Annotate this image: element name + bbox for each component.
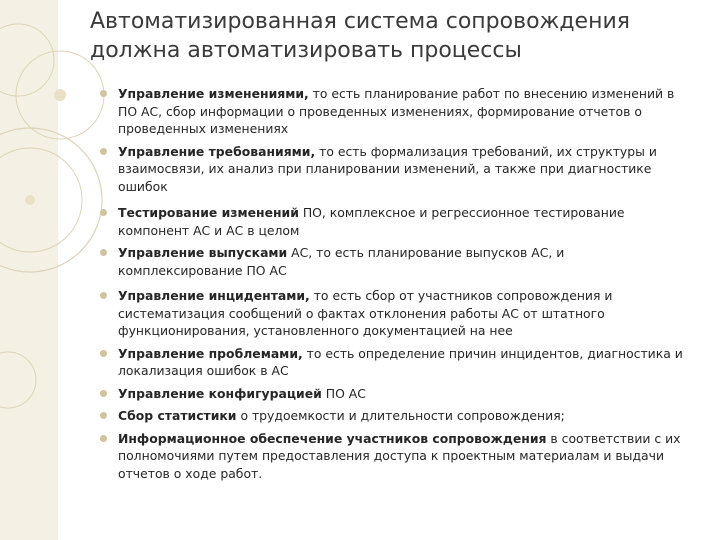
item-lead: Управление инцидентами, — [118, 288, 310, 303]
bullet-icon — [100, 292, 107, 299]
item-lead: Информационное обеспечение участников сопровождения — [118, 430, 547, 446]
list-item — [100, 85, 692, 138]
item-lead: Управление изменениями, — [118, 86, 309, 101]
list-item — [100, 143, 692, 196]
bullet-icon — [100, 90, 107, 97]
item-lead: Управление требованиями, — [118, 143, 316, 159]
bullet-icon — [100, 412, 107, 419]
process-list — [100, 85, 692, 482]
bullet-icon — [100, 350, 107, 357]
page-title — [90, 7, 690, 65]
item-lead: Управление конфигурацией — [118, 385, 322, 401]
list-item — [100, 385, 692, 403]
item-lead: Управление выпусками — [118, 245, 288, 260]
title-line-2: должна автоматизировать процессы — [90, 38, 522, 63]
list-item — [100, 204, 692, 239]
list-item — [100, 244, 692, 279]
item-text: то есть определение причин инцидентов, диагностика и локализация ошибок в АС — [118, 345, 683, 378]
item-lead: Сбор статистики — [118, 408, 237, 423]
bullet-icon — [100, 148, 107, 155]
item-text: в соответствии с их полномочиями путем предоставления доступа к проектным материалам и выдачи отчетов о ходе работ. — [118, 430, 681, 481]
bullet-icon — [100, 209, 107, 216]
item-text: о трудоемкости и длительности сопровождения; — [236, 408, 565, 423]
list-item — [100, 430, 692, 483]
title-line-1: Автоматизированная система сопровождения — [90, 9, 631, 34]
bullet-icon — [100, 249, 107, 256]
item-text: ПО АС — [321, 385, 366, 401]
bullet-icon — [100, 435, 107, 442]
list-item — [100, 345, 692, 380]
item-text: то есть сбор от участников сопровождения и систематизация сообщений о фактах отклонения работы АС от штатного функционирования, установленного документацией на нее — [118, 288, 613, 338]
list-item — [100, 407, 692, 425]
item-text: ПО, комплексное и регрессионное тестирование компонент АС и АС в целом — [118, 205, 625, 238]
item-text: то есть планирование работ по внесению изменений в ПО АС, сбор информации о проведенных изменениях, формирование отчетов о проведенных изменениях — [118, 86, 675, 136]
item-lead: Управление проблемами, — [118, 345, 303, 361]
list-item — [100, 287, 692, 340]
item-text: АС, то есть планирование выпусков АС, и комплексирование ПО АС — [118, 245, 565, 278]
item-lead: Тестирование изменений — [118, 205, 299, 220]
item-text: то есть формализация требований, их структуры и взаимосвязи, их анализ при планировании изменений, а также при диагностике ошибок — [118, 143, 657, 194]
bullet-icon — [100, 390, 107, 397]
